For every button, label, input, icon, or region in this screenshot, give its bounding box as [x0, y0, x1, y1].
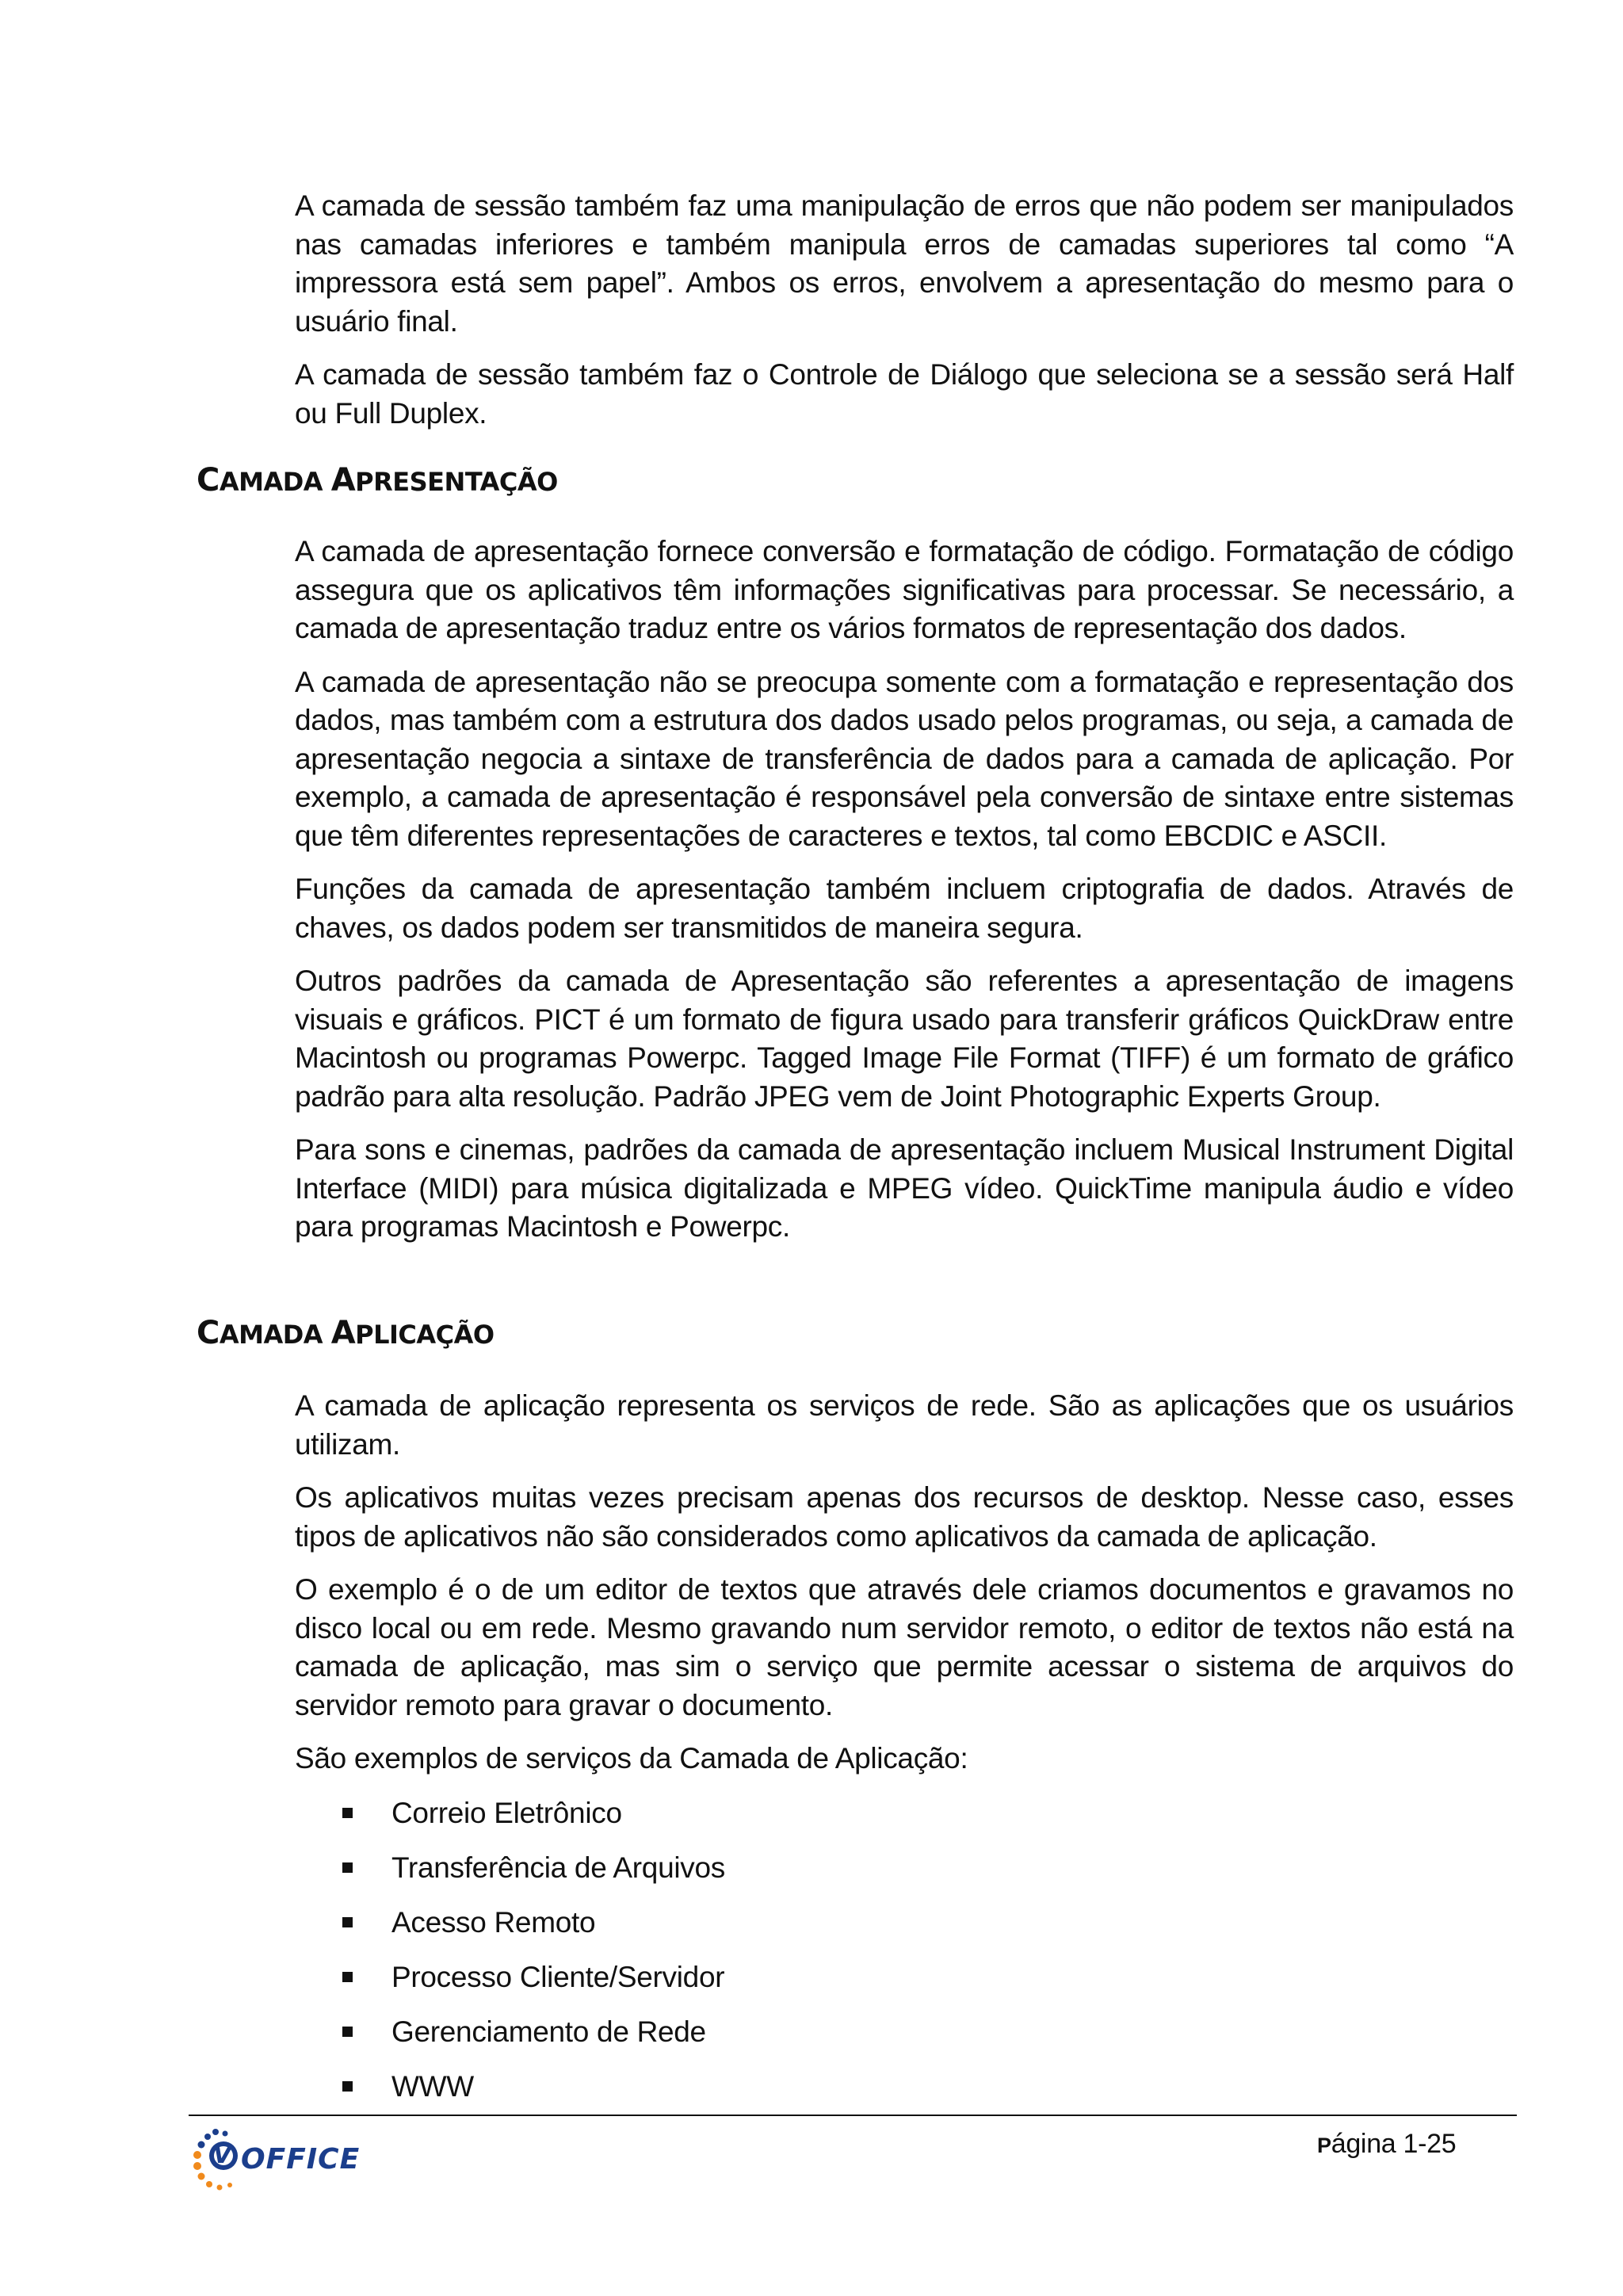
- square-bullet-icon: [342, 1808, 353, 1818]
- paragraph: São exemplos de serviços da Camada de Aplicação:: [295, 1742, 968, 1775]
- paragraph: A camada de aplicação representa os serviços de rede. São as aplicações que os usuários utilizam.: [295, 1389, 1514, 1461]
- aplicacao-section: [295, 1387, 1514, 2122]
- footer-divider: [189, 2115, 1517, 2116]
- paragraph: O exemplo é o de um editor de textos que através dele criamos documentos e gravamos no disco local ou em rede. Mesmo gravando num servidor remoto, o editor de textos não está na camada de aplicação, mas sim o serviço que permite acessar o sistema de arquivos do servidor remoto para gravar o documento.: [295, 1573, 1514, 1721]
- company-logo: [190, 2121, 361, 2194]
- paragraph: Os aplicativos muitas vezes precisam apenas dos recursos de desktop. Nesse caso, esses tipos de aplicativos não são considerados como aplicativos da camada de aplicação.: [295, 1481, 1514, 1553]
- paragraph: Para sons e cinemas, padrões da camada de apresentação incluem Musical Instrument Digital Interface (MIDI) para música digitalizada e MPEG vídeo. QuickTime manipula áudio e vídeo para programas Macintosh e Powerpc.: [295, 1133, 1514, 1243]
- paragraph: A camada de apresentação fornece conversão e formatação de código. Formatação de código assegura que os aplicativos têm informações significativas para processar. Se necessário, a camada de apresentação traduz entre os vários formatos de representação dos dados.: [295, 535, 1514, 644]
- intro-section: [295, 187, 1514, 448]
- list-item: Gerenciamento de Rede: [295, 2013, 1514, 2068]
- list-item: Transferência de Arquivos: [295, 1849, 1514, 1904]
- list-item: Correio Eletrônico: [295, 1794, 1514, 1849]
- paragraph: A camada de sessão também faz o Controle de Diálogo que seleciona se a sessão será Half ou Full Duplex.: [295, 358, 1514, 430]
- section-heading-aplicacao: CAMADA APLICAÇÃO: [197, 1315, 495, 1351]
- services-list: [295, 1794, 1514, 2122]
- square-bullet-icon: [342, 1972, 353, 1982]
- square-bullet-icon: [342, 2081, 353, 2092]
- square-bullet-icon: [342, 2027, 353, 2037]
- paragraph: Funções da camada de apresentação também incluem criptografia de dados. Através de chaves, os dados podem ser transmitidos de maneira segura.: [295, 873, 1514, 944]
- list-item: Acesso Remoto: [295, 1904, 1514, 1958]
- list-item: Processo Cliente/Servidor: [295, 1958, 1514, 2013]
- paragraph: A camada de apresentação não se preocupa somente com a formatação e representação dos dados, mas também com a estrutura dos dados usado pelos programas, ou seja, a camada de apresentação negocia a sintaxe de transferência de dados para a camada de aplicação. Por exemplo, a camada de apresentação é responsável pela conversão de sintaxe entre sistemas que têm diferentes representações de caracteres e textos, tal como EBCDIC e ASCII.: [295, 665, 1514, 852]
- logo-text: OFFICE: [241, 2143, 361, 2176]
- section-heading-apresentacao: CAMADA APRESENTAÇÃO: [197, 462, 558, 499]
- square-bullet-icon: [342, 1862, 353, 1873]
- paragraph: Outros padrões da camada de Apresentação são referentes a apresentação de imagens visuais e gráficos. PICT é um formato de figura usado para transferir gráficos QuickDraw entre Macintosh ou programas Powerpc. Tagged Image File Format (TIFF) é um formato de gráfico padrão para alta resolução. Padrão JPEG vem de Joint Photographic Experts Group.: [295, 965, 1514, 1113]
- page-number: Página 1-25: [1317, 2129, 1457, 2159]
- apresentacao-section: [295, 533, 1514, 1262]
- square-bullet-icon: [342, 1917, 353, 1927]
- paragraph: A camada de sessão também faz uma manipulação de erros que não podem ser manipulados nas camadas inferiores e também manipula erros de camadas superiores tal como “A impressora está sem papel”. Ambos os erros, envolvem a apresentação do mesmo para o usuário final.: [295, 189, 1514, 338]
- list-item: WWW: [295, 2068, 1514, 2122]
- logo-letter: V: [213, 2141, 232, 2169]
